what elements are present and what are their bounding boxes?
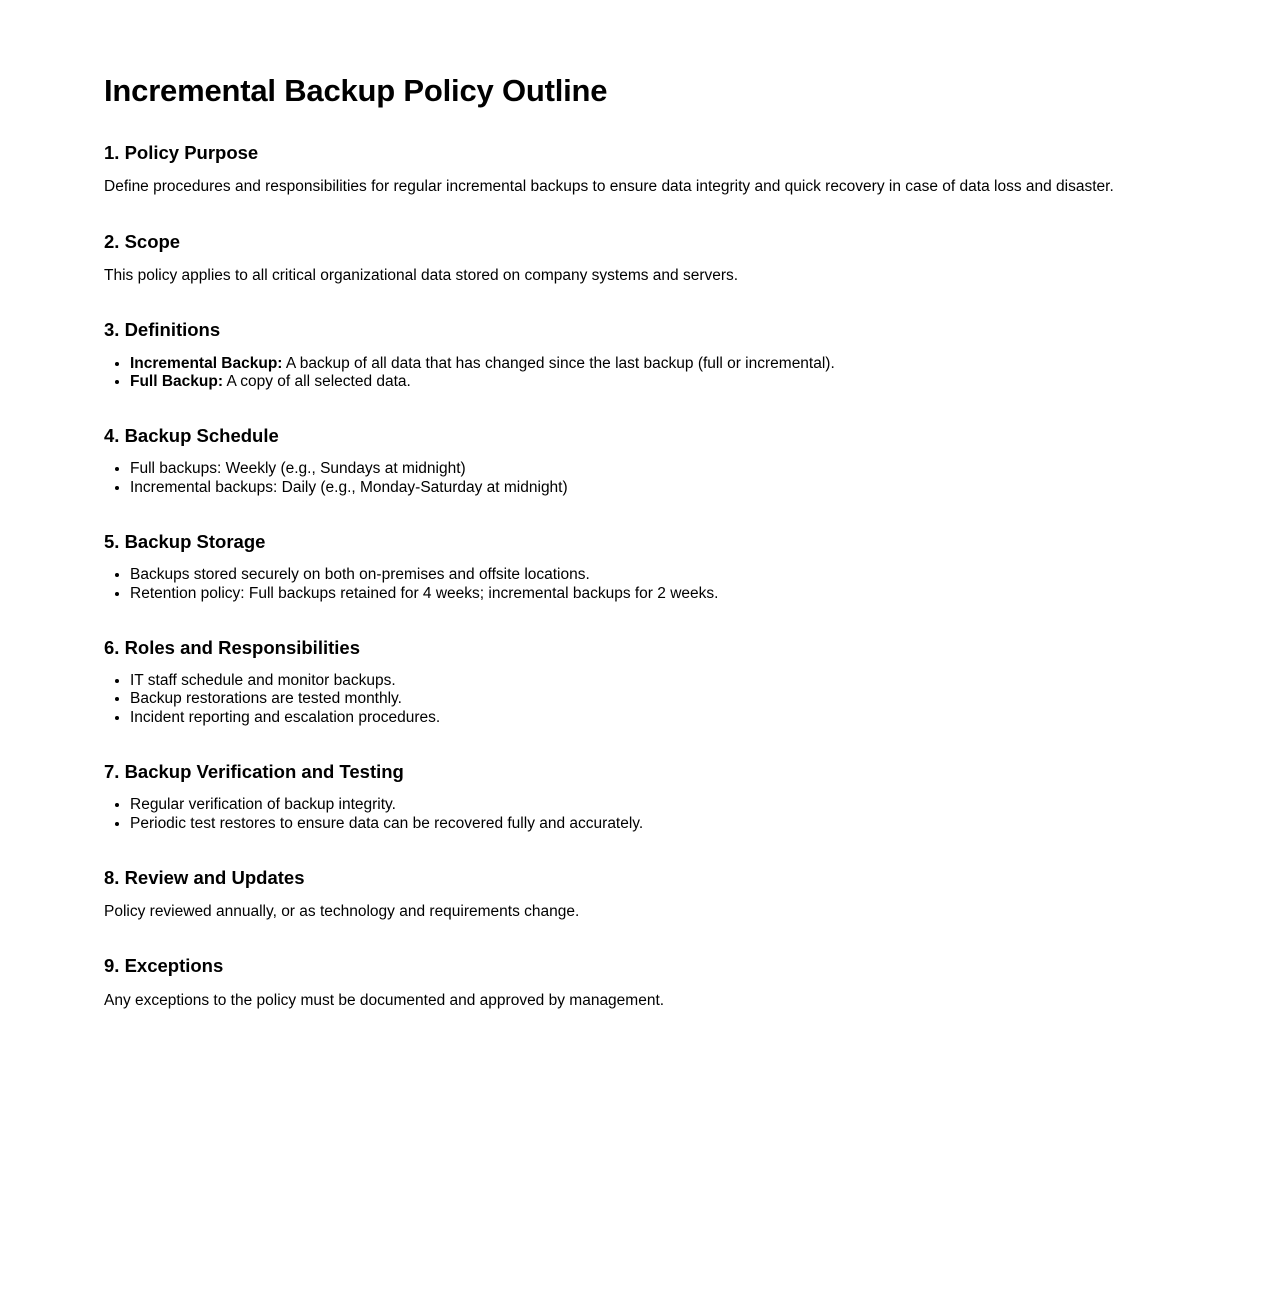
- section-list: [104, 566, 1174, 603]
- section-paragraph: Policy reviewed annually, or as technology and requirements change.: [104, 903, 580, 921]
- list-item-text: Backup restorations are tested monthly.: [130, 690, 402, 708]
- section: [104, 531, 1174, 603]
- section-heading: 1. Policy Purpose: [104, 142, 259, 164]
- section-paragraph: This policy applies to all critical organizational data stored on company systems and servers.: [104, 267, 739, 284]
- section: [104, 867, 1174, 922]
- list-item-text: Incident reporting and escalation procedures.: [130, 708, 441, 726]
- list-item: [130, 815, 1174, 833]
- list-item-text: Backups stored securely on both on-premises and offsite locations.: [130, 566, 590, 584]
- list-item: [130, 709, 1174, 727]
- section: [104, 425, 1174, 497]
- section-heading: 8. Review and Updates: [104, 866, 305, 888]
- section-paragraph: Any exceptions to the policy must be documented and approved by management.: [104, 991, 665, 1009]
- page-title: Incremental Backup Policy Outline: [104, 73, 608, 108]
- section: [104, 142, 1174, 197]
- list-item-text: Periodic test restores to ensure data can be recovered fully and accurately.: [130, 814, 644, 832]
- section-list: [104, 796, 1174, 833]
- section: [104, 637, 1174, 727]
- list-item: [130, 690, 1174, 708]
- list-item: [130, 479, 1174, 497]
- section-paragraph: Define procedures and responsibilities for regular incremental backups to ensure data integrity and quick recovery in case of data loss and disaster.: [104, 178, 1114, 196]
- section: [104, 955, 1174, 1010]
- list-item: [130, 796, 1174, 814]
- list-item-term: Incremental Backup:: [130, 354, 283, 372]
- list-item: [130, 566, 1174, 584]
- list-item-text: IT staff schedule and monitor backups.: [130, 672, 396, 690]
- list-item: [130, 355, 1174, 373]
- list-item-text: Incremental backups: Daily (e.g., Monday-Saturday at midnight): [130, 478, 568, 496]
- section-heading: 5. Backup Storage: [104, 531, 266, 553]
- list-item-text: A copy of all selected data.: [223, 372, 411, 390]
- section-heading: 9. Exceptions: [104, 955, 224, 977]
- list-item: [130, 460, 1174, 478]
- section: [104, 761, 1174, 833]
- list-item: [130, 373, 1174, 391]
- section-heading: 4. Backup Schedule: [104, 425, 279, 447]
- list-item-text: Retention policy: Full backups retained for 4 weeks; incremental backups for 2 weeks.: [130, 584, 719, 602]
- list-item: [130, 585, 1174, 603]
- section-heading: 2. Scope: [104, 230, 181, 252]
- section-heading: 3. Definitions: [104, 319, 221, 341]
- sections-container: [104, 142, 1174, 1010]
- section-heading: 7. Backup Verification and Testing: [104, 760, 404, 782]
- section: [104, 319, 1174, 391]
- section: [104, 231, 1174, 286]
- list-item-text: A backup of all data that has changed since the last backup (full or incremental).: [282, 354, 835, 372]
- list-item: [130, 672, 1174, 690]
- list-item-text: Regular verification of backup integrity.: [130, 796, 396, 814]
- list-item-text: Full backups: Weekly (e.g., Sundays at midnight): [130, 460, 466, 478]
- section-list: [104, 672, 1174, 727]
- section-list: [104, 460, 1174, 497]
- section-list: [104, 355, 1174, 392]
- list-item-term: Full Backup:: [130, 372, 224, 390]
- page-bottom-whitespace: [104, 1010, 1174, 1250]
- section-heading: 6. Roles and Responsibilities: [104, 636, 360, 658]
